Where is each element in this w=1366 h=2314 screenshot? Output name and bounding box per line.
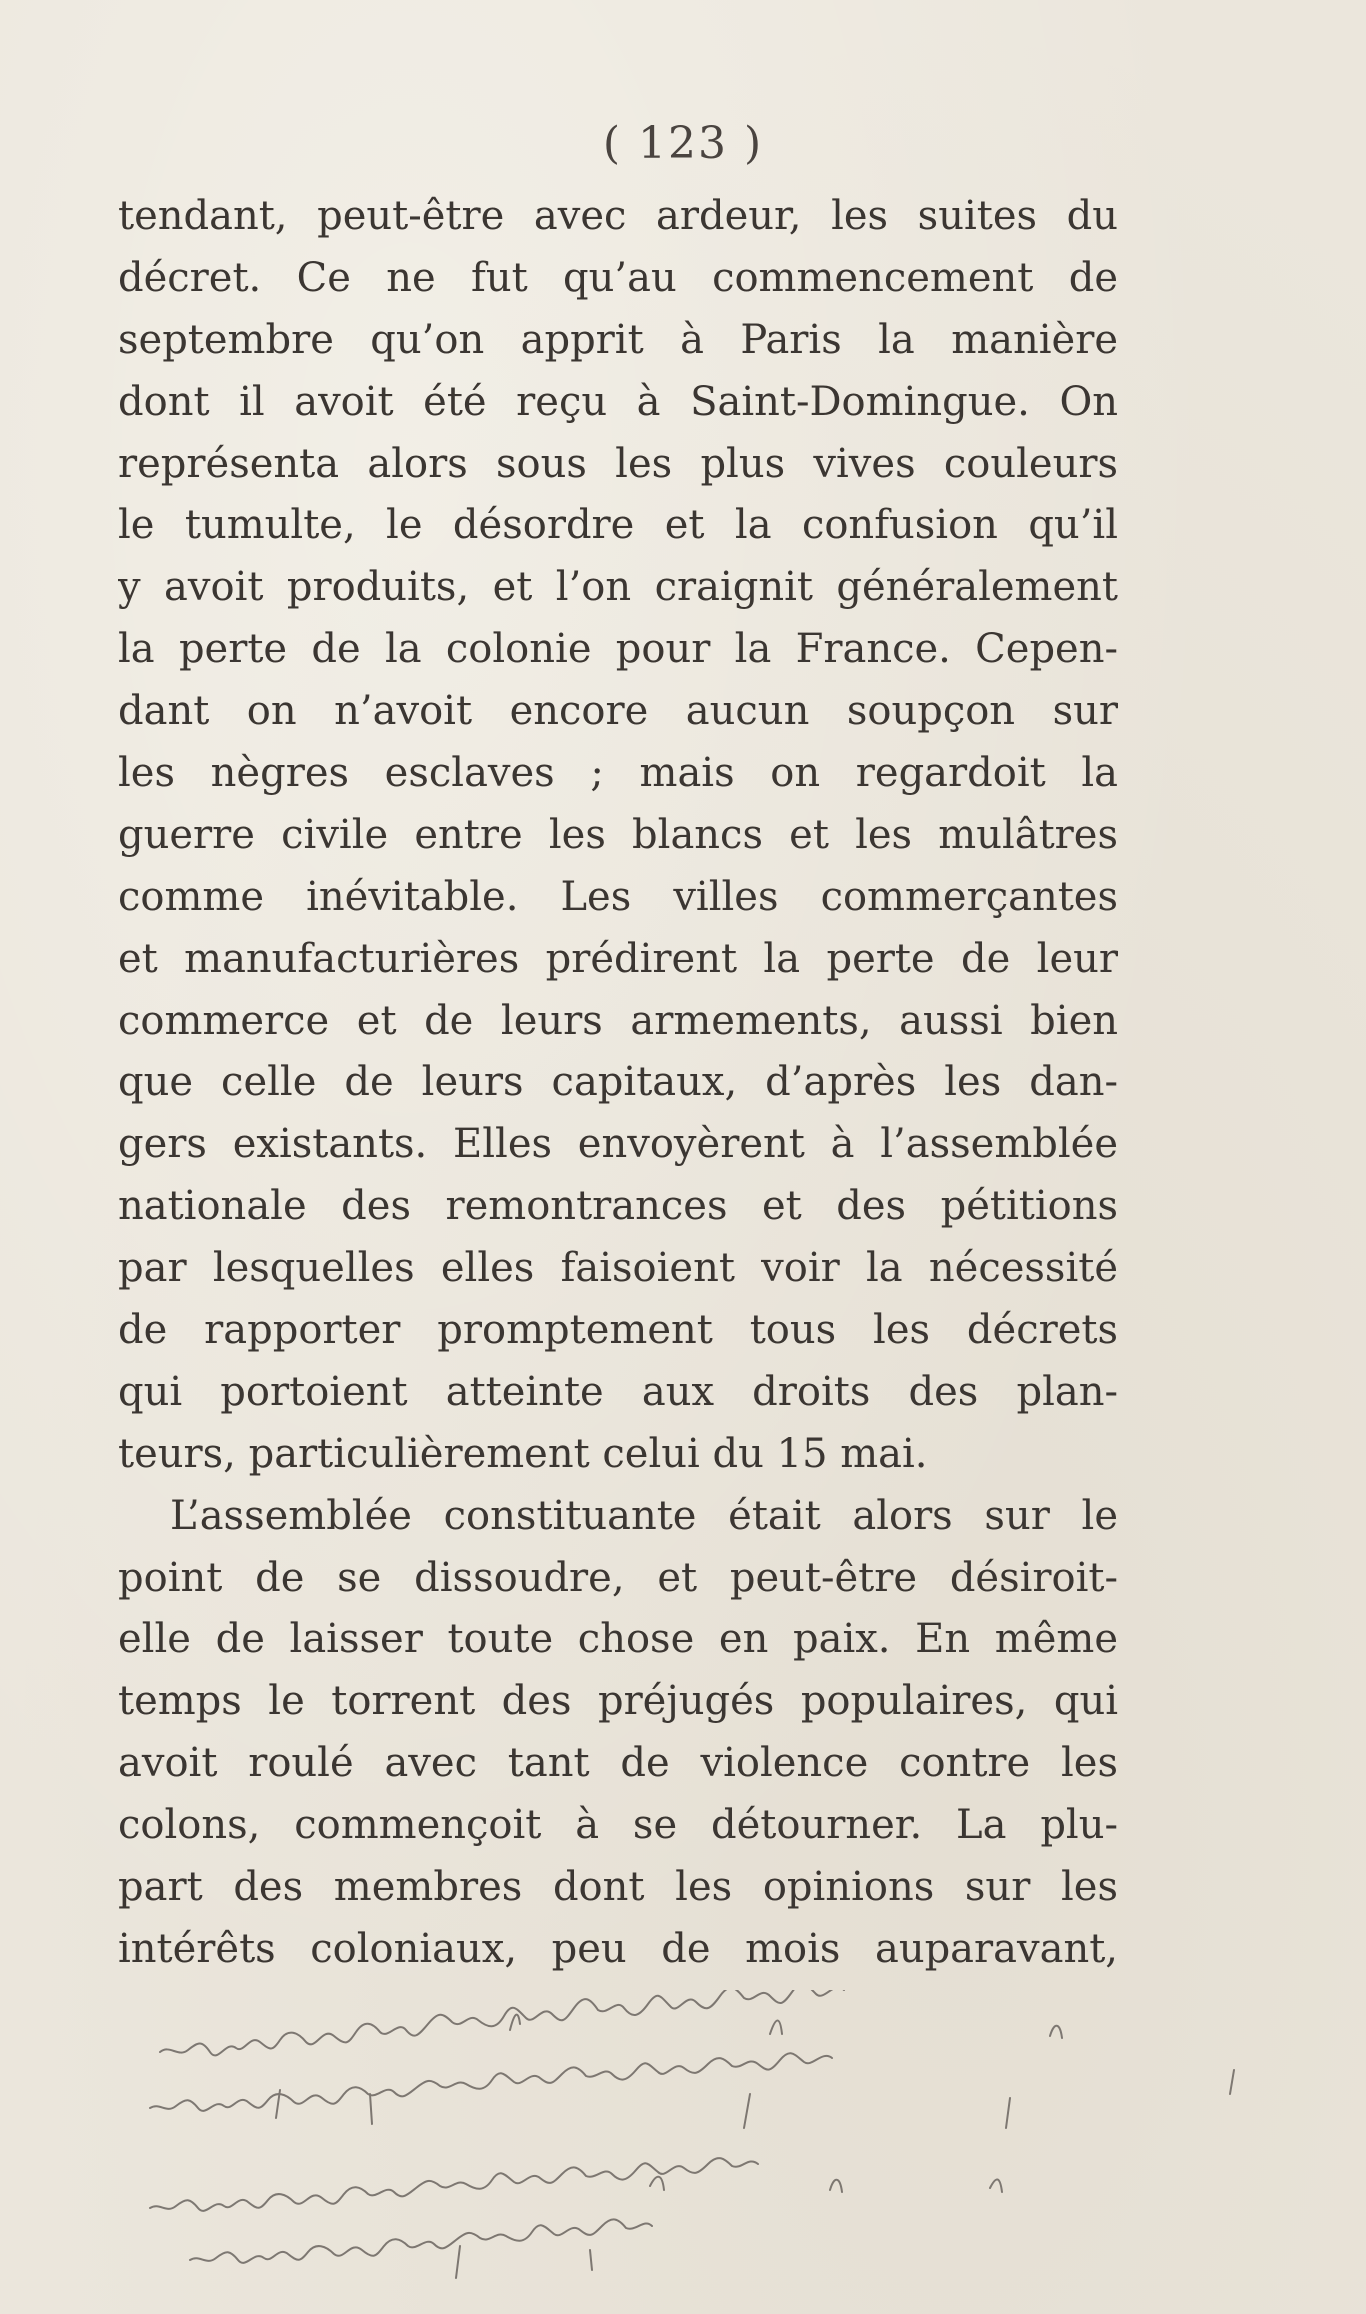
- handwriting-scribble: [130, 1990, 1260, 2290]
- text-line: comme inévitable. Les villes commerçantes: [118, 873, 1118, 920]
- text-line: gers existants. Elles envoyèrent à l’assemblée: [118, 1121, 1118, 1168]
- text-line: les nègres esclaves ; mais on regardoit la: [118, 750, 1118, 797]
- text-line: colons, commençoit à se détourner. La plu-: [118, 1802, 1118, 1849]
- text-line: tendant, peut-être avec ardeur, les suites du: [118, 193, 1118, 239]
- text-line: et manufacturières prédirent la perte de leur: [118, 935, 1118, 982]
- text-line: guerre civile entre les blancs et les mulâtres: [118, 811, 1118, 858]
- text-line: elle de laisser toute chose en paix. En même: [118, 1616, 1118, 1663]
- text-line: le tumulte, le désordre et la confusion qu’il: [118, 502, 1118, 549]
- handwritten-annotations: [130, 1990, 1260, 2290]
- text-line: temps le torrent des préjugés populaires, qui: [118, 1678, 1118, 1725]
- text-line: décret. Ce ne fut qu’au commencement de: [118, 254, 1118, 301]
- text-line: que celle de leurs capitaux, d’après les dan-: [118, 1059, 1118, 1106]
- text-line: la perte de la colonie pour la France. Cepen-: [118, 626, 1118, 673]
- body-text: [118, 186, 1118, 1981]
- text-line: part des membres dont les opinions sur les: [118, 1864, 1118, 1911]
- text-line: L’assemblée constituante était alors sur le: [170, 1492, 1118, 1539]
- text-line: dont il avoit été reçu à Saint-Domingue. On: [118, 378, 1118, 425]
- text-line: qui portoient atteinte aux droits des plan-: [118, 1368, 1118, 1415]
- text-line: nationale des remontrances et des pétitions: [118, 1183, 1118, 1230]
- text-line: teurs, particulièrement celui du 15 mai.: [118, 1430, 928, 1477]
- text-line: point de se dissoudre, et peut-être désiroit-: [118, 1554, 1118, 1601]
- text-line: de rapporter promptement tous les décrets: [118, 1307, 1118, 1354]
- text-line: intérêts coloniaux, peu de mois auparavant,: [118, 1925, 1118, 1972]
- text-line: représenta alors sous les plus vives couleurs: [118, 440, 1118, 487]
- text-line: dant on n’avoit encore aucun soupçon sur: [118, 688, 1118, 735]
- page-number: ( 123 ): [602, 118, 764, 169]
- text-line: par lesquelles elles faisoient voir la nécessité: [118, 1245, 1118, 1292]
- text-line: y avoit produits, et l’on craignit généralement: [118, 564, 1118, 611]
- text-line: commerce et de leurs armements, aussi bien: [118, 997, 1118, 1044]
- text-line: septembre qu’on apprit à Paris la manière: [118, 316, 1118, 363]
- text-line: avoit roulé avec tant de violence contre les: [118, 1740, 1118, 1787]
